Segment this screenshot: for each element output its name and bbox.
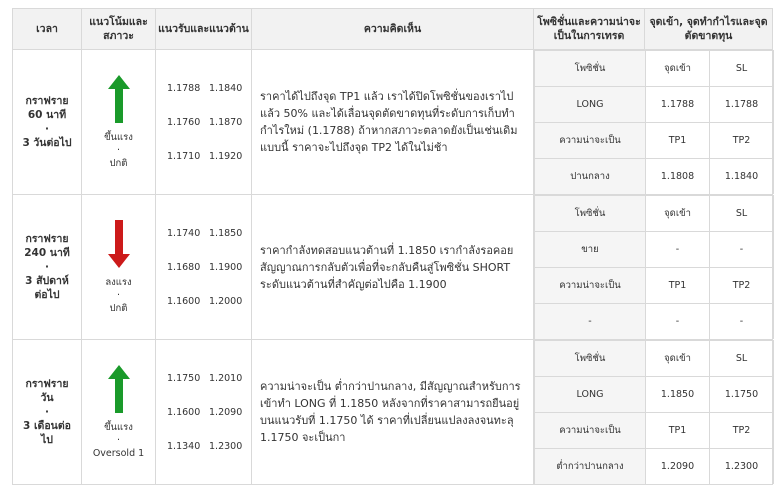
stop-value: SL (710, 196, 774, 232)
table-row (13, 50, 773, 195)
header-position: โพซิชั่นและความน่าจะเป็นในการเทรด (534, 9, 645, 50)
arrow-up-icon (82, 75, 155, 123)
level-pair (167, 395, 251, 429)
position-cell (534, 195, 773, 340)
position-row (535, 51, 774, 87)
trend-label: · (116, 434, 121, 446)
table-row (13, 340, 773, 485)
trend-cell (82, 50, 156, 195)
entry-value: 1.1788 (646, 87, 710, 123)
resistance-level: 1.1900 (209, 261, 243, 273)
trend-label: · (116, 289, 121, 301)
entry-value: จุดเข้า (646, 196, 710, 232)
entry-value: TP1 (646, 268, 710, 304)
stop-value: - (710, 232, 774, 268)
timeframe-cell (13, 340, 82, 485)
position-row (535, 87, 774, 123)
timeframe-line: · (45, 406, 49, 418)
entry-value: - (646, 304, 710, 340)
position-row (535, 232, 774, 268)
header-comment: ความคิดเห็น (252, 9, 534, 50)
position-label: - (535, 304, 646, 340)
entry-value: 1.1808 (646, 159, 710, 195)
header-time: เวลา (13, 9, 82, 50)
support-level: 1.1740 (167, 227, 201, 239)
timeframe-line: 3 วันต่อไป (22, 137, 72, 149)
entry-value: TP1 (646, 413, 710, 449)
timeframe-line: 60 นาที (27, 109, 67, 121)
level-pair (167, 250, 251, 284)
entry-value: 1.2090 (646, 449, 710, 485)
stop-value: - (710, 304, 774, 340)
position-cell (534, 50, 773, 195)
position-row (535, 304, 774, 340)
timeframe-cell (13, 195, 82, 340)
timeframe-line: · (45, 123, 49, 135)
timeframe-line: วัน (40, 392, 54, 404)
position-label: LONG (535, 377, 646, 413)
support-resistance-cell (156, 195, 252, 340)
position-label: ขาย (535, 232, 646, 268)
timeframe-line: 3 สัปดาห์ (25, 275, 69, 287)
support-level: 1.1750 (167, 372, 201, 384)
resistance-level: 1.2300 (209, 440, 243, 452)
position-label: โพซิชั่น (535, 196, 646, 232)
stop-value: TP2 (710, 413, 774, 449)
position-label: ต่ำกว่าปานกลาง (535, 449, 646, 485)
trend-label: ขึ้นแรง (104, 131, 133, 143)
timeframe-line: · (45, 261, 49, 273)
stop-value: SL (710, 341, 774, 377)
timeframe-cell (13, 50, 82, 195)
comment-cell: ราคากำลังทดสอบแนวต้านที่ 1.1850 เรากำลังรอคอยสัญญาณการกลับตัวเพื่อที่จะกลับคืนสู่โพซิชั่น SHORT ระดับแนวต้านที่สำคัญต่อไปคือ 1.1900 (252, 195, 534, 340)
timeframe-line: 240 นาที (24, 247, 70, 259)
support-level: 1.1680 (167, 261, 201, 273)
header-entry-tp-sl: จุดเข้า, จุดทำกำไรและจุดตัดขาดทุน (645, 9, 773, 50)
timeframe-line: กราฟราย (25, 233, 69, 245)
entry-value: - (646, 232, 710, 268)
position-label: ปานกลาง (535, 159, 646, 195)
position-label: โพซิชั่น (535, 341, 646, 377)
position-label: LONG (535, 87, 646, 123)
support-level: 1.1710 (167, 150, 201, 162)
stop-value: 1.2300 (710, 449, 774, 485)
trend-label: ปกติ (109, 157, 128, 169)
comment-cell: ความน่าจะเป็น ต่ำกว่าปานกลาง, มีสัญญาณสำหรับการเข้าทำ LONG ที่ 1.1850 หลังจากที่ราคาสามารถยืนอยู่บนแนวรับที่ 1.1750 ได้ ราคาที่เปลี่ยนแปลงลงจนทะลุ 1.1750 จะเป็นกา (252, 340, 534, 485)
support-level: 1.1600 (167, 295, 201, 307)
trend-label: ปกติ (109, 302, 128, 314)
position-row (535, 341, 774, 377)
trend-label: ลงแรง (105, 276, 132, 288)
trend-cell (82, 195, 156, 340)
entry-value: TP1 (646, 123, 710, 159)
level-pair (167, 105, 251, 139)
stop-value: SL (710, 51, 774, 87)
support-resistance-cell (156, 340, 252, 485)
position-row (535, 196, 774, 232)
arrow-down-icon (82, 220, 155, 268)
position-row (535, 449, 774, 485)
support-level: 1.1788 (167, 82, 201, 94)
timeframe-line: ไป (41, 434, 53, 446)
support-resistance-cell (156, 50, 252, 195)
position-row (535, 413, 774, 449)
timeframe-line: กราฟราย (25, 95, 69, 107)
level-pair (167, 284, 251, 318)
trend-cell (82, 340, 156, 485)
support-level: 1.1760 (167, 116, 201, 128)
timeframe-line: ต่อไป (34, 289, 60, 301)
position-row (535, 123, 774, 159)
trend-label: ขึ้นแรง (104, 421, 133, 433)
stop-value: 1.1840 (710, 159, 774, 195)
table-row (13, 195, 773, 340)
stop-value: 1.1788 (710, 87, 774, 123)
position-row (535, 159, 774, 195)
trend-label: · (116, 144, 121, 156)
stop-value: TP2 (710, 268, 774, 304)
position-label: ความน่าจะเป็น (535, 268, 646, 304)
resistance-level: 1.1850 (209, 227, 243, 239)
resistance-level: 1.2090 (209, 406, 243, 418)
level-pair (167, 216, 251, 250)
resistance-level: 1.2000 (209, 295, 243, 307)
resistance-level: 1.1920 (209, 150, 243, 162)
support-level: 1.1340 (167, 440, 201, 452)
header-support-resistance: แนวรับและแนวต้าน (156, 9, 252, 50)
position-row (535, 377, 774, 413)
header-trend: แนวโน้มและสภาวะ (82, 9, 156, 50)
stop-value: 1.1750 (710, 377, 774, 413)
resistance-level: 1.1870 (209, 116, 243, 128)
level-pair (167, 429, 251, 463)
position-label: ความน่าจะเป็น (535, 413, 646, 449)
resistance-level: 1.1840 (209, 82, 243, 94)
entry-value: จุดเข้า (646, 51, 710, 87)
resistance-level: 1.2010 (209, 372, 243, 384)
forecast-table (12, 8, 773, 485)
trend-label: Oversold 1 (92, 447, 145, 459)
header-row (13, 9, 773, 50)
position-row (535, 268, 774, 304)
support-level: 1.1600 (167, 406, 201, 418)
entry-value: 1.1850 (646, 377, 710, 413)
entry-value: จุดเข้า (646, 341, 710, 377)
level-pair (167, 361, 251, 395)
timeframe-line: 3 เดือนต่อ (23, 420, 71, 432)
level-pair (167, 71, 251, 105)
arrow-up-icon (82, 365, 155, 413)
position-cell (534, 340, 773, 485)
comment-cell: ราคาได้ไปถึงจุด TP1 แล้ว เราได้ปิดโพซิชั่นของเราไปแล้ว 50% และได้เลื่อนจุดตัดขาดทุนที่ระดับการเก็บทำกำไรใหม่ (1.1788) ถ้าหากสภาวะตลาดยังเป็นเช่นเดิมแบบนี้ ราคาจะไปถึงจุด TP2 ได้ในไม่ช้า (252, 50, 534, 195)
level-pair (167, 139, 251, 173)
position-label: ความน่าจะเป็น (535, 123, 646, 159)
stop-value: TP2 (710, 123, 774, 159)
position-label: โพซิชั่น (535, 51, 646, 87)
timeframe-line: กราฟราย (25, 378, 69, 390)
